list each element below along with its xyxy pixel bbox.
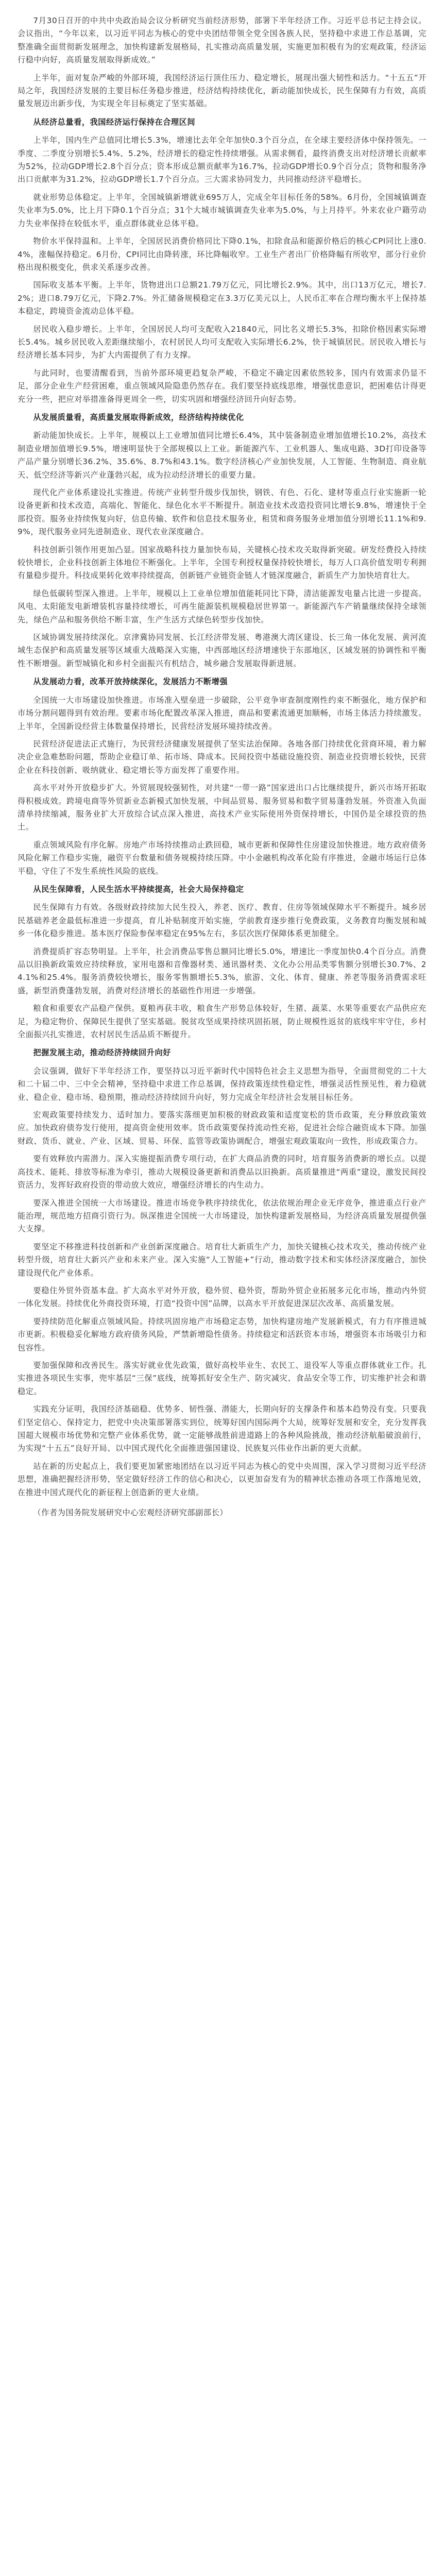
body-paragraph: 居民收入稳步增长。上半年，全国居民人均可支配收入21840元，同比名义增长5.3%，扣除价格因素实际增长5.4%。城乡居民收入差距继续缩小，农村居民人均可支配收入实际增长6.2%，快于城镇居民。居民收入增长与经济增长基本同步，为扩大内需提供了有力支撑。 <box>18 324 426 360</box>
article-body <box>18 14 426 1499</box>
body-paragraph: 就业形势总体稳定。上半年，全国城镇新增就业695万人，完成全年目标任务的58%。6月份，全国城镇调查失业率为5.0%，比上月下降0.1个百分点；31个大城市城镇调查失业率为5.0%，与上月持平。外来农业户籍劳动力失业率保持在较低水平，重点群体就业总体平稳。 <box>18 192 426 228</box>
intro-paragraph: 7月30日召开的中共中央政治局会议分析研究当前经济形势，部署下半年经济工作。习近平总书记主持会议。会议指出，“今年以来，以习近平同志为核心的党中央团结带领全党全国各族人民，坚持稳中求进工作总基调，完整准确全面贯彻新发展理念，加快构建新发展格局，扎实推动高质量发展，实施更加积极有为的宏观政策，经济运行稳中向好，高质量发展取得新成效。” <box>18 16 426 65</box>
body-paragraph: 重点领域风险有序化解。房地产市场持续推动止跌回稳，城市更新和保障性住房建设加快推进。地方政府债务风险化解工作稳步实施，融资平台数量和债务规模持续压降。中小金融机构改革化险有序推进，金融市场运行总体平稳，守住了不发生系统性风险的底线。 <box>18 840 426 876</box>
body-paragraph: 国际收支基本平衡。上半年，货物进出口总额21.79万亿元，同比增长2.9%。其中，出口13万亿元，增长7.2%；进口8.79万亿元，下降2.7%。外汇储备规模稳定在3.3万亿美元以上，人民币汇率在合理均衡水平上保持基本稳定，跨境资金流动总体平稳。 <box>18 280 426 316</box>
body-paragraph: 粮食和重要农产品稳产保供。夏粮再获丰收，粮食生产形势总体较好，生猪、蔬菜、水果等重要农产品供应充足，为稳定物价、保障民生提供了坚实基础。脱贫攻坚成果持续巩固拓展，防止规模性返贫的底线牢牢守住，乡村全面振兴扎实推进，农村居民生活品质不断提升。 <box>18 1004 426 1040</box>
body-paragraph: 科技创新引领作用更加凸显。国家战略科技力量加快布局，关键核心技术攻关取得新突破。研发经费投入持续较快增长，企业科技创新主体地位不断强化。上半年，全国专利授权量保持较快增长，每万人口高价值发明专利拥有量稳步提升。科技成果转化效率持续提高，创新链产业链资金链人才链深度融合，新质生产力加快培育壮大。 <box>18 545 426 581</box>
body-paragraph: 物价水平保持温和。上半年，全国居民消费价格同比下降0.1%，扣除食品和能源价格后的核心CPI同比上涨0.4%，涨幅保持稳定。6月份，CPI同比由降转涨，环比降幅收窄。工业生产者出厂价格降幅有所收窄，部分行业价格出现积极变化，供求关系逐步改善。 <box>18 236 426 272</box>
section-heading: 把握发展主动，推动经济持续回升向好 <box>33 1048 171 1058</box>
body-paragraph: 要持续防范化解重点领域风险。持续巩固房地产市场稳定态势，加快构建房地产发展新模式，有力有序推进城市更新。积极稳妥化解地方政府债务风险，严禁新增隐性债务。持续稳定和活跃资本市场，增强资本市场吸引力和包容性。 <box>18 1316 426 1352</box>
body-paragraph: 要稳住外贸外资基本盘。扩大高水平对外开放，稳外贸、稳外资，帮助外贸企业拓展多元化市场，推动内外贸一体化发展。持续优化外商投资环境，打造“投资中国”品牌，以高水平开放促进深层次改革、高质量发展。 <box>18 1285 426 1309</box>
section-heading: 从民生保障看，人民生活水平持续提高，社会大局保持稳定 <box>33 884 244 894</box>
body-paragraph: 上半年，国内生产总值同比增长5.3%，增速比去年全年加快0.3个百分点，在全球主要经济体中保持领先。一季度、二季度分别增长5.4%、5.2%，经济增长的稳定性持续增强。从需求侧看，最终消费支出对经济增长贡献率为52%，拉动GDP增长2.8个百分点；资本形成总额贡献率为16.7%，拉动GDP增长0.9个百分点；货物和服务净出口贡献率为31.2%，拉动GDP增长1.7个百分点。三大需求协同发力，共同推动经济平稳增长。 <box>18 135 426 184</box>
body-paragraph: 要坚定不移推进科技创新和产业创新深度融合。培育壮大新质生产力，加快关键核心技术攻关，推动传统产业转型升级，培育壮大新兴产业和未来产业。深入实施“人工智能+”行动，推动数字技术和实体经济深度融合，加快建设现代化产业体系。 <box>18 1242 426 1278</box>
intro-paragraph: 上半年，面对复杂严峻的外部环境，我国经济运行顶住压力、稳定增长，展现出强大韧性和活力。“十五五”开局之年，我国经济发展的主要目标任务稳步推进，经济结构持续优化，新动能加快成长，民生保障有力有效，高质量发展迈出新步伐，为实现全年目标奠定了坚实基础。 <box>18 73 426 109</box>
body-paragraph: 要有效释放内需潜力。深入实施提振消费专项行动，在扩大商品消费的同时，培育服务消费新的增长点。以提高技术、能耗、排放等标准为牵引，推动大规模设备更新和消费品以旧换新。高质量推进“两重”建设，激发民间投资活力，发挥好政府投资的带动放大效应，增强经济增长的内生动力。 <box>18 1154 426 1190</box>
body-paragraph: 要深入推进全国统一大市场建设。推进市场竞争秩序持续优化，依法依规治理企业无序竞争，推进重点行业产能治理，规范地方招商引资行为。纵深推进全国统一大市场建设，加快构建新发展格局，为经济高质量发展提供强大支撑。 <box>18 1198 426 1234</box>
section-heading: 从发展动力看，改革开放持续深化，发展活力不断增强 <box>33 677 228 687</box>
body-paragraph: 民生保障有力有效。各级财政持续加大民生投入，养老、医疗、教育、住房等领域保障水平不断提升。城乡居民基础养老金最低标准进一步提高，育儿补贴制度开始实施，学前教育逐步推行免费政策，义务教育均衡发展和城乡一体化稳步推进。基本医疗保险参保率稳定在95%左右，多层次医疗保障体系更加健全。 <box>18 903 426 939</box>
body-paragraph: 会议强调，做好下半年经济工作，要坚持以习近平新时代中国特色社会主义思想为指导，全面贯彻党的二十大和二十届二中、三中全会精神，坚持稳中求进工作总基调，保持政策连续性稳定性，增强灵活性预见性，着力稳就业、稳企业、稳市场、稳预期，推动经济持续回升向好，努力完成全年经济社会发展目标任务。 <box>18 1066 426 1102</box>
body-paragraph: 要加强保障和改善民生。落实好就业优先政策，做好高校毕业生、农民工、退役军人等重点群体就业工作。扎实推进各项民生实事，兜牢基层“三保”底线，统筹抓好安全生产、防灾减灾、食品安全等工作，切实维护社会和谐稳定。 <box>18 1360 426 1396</box>
body-paragraph: 绿色低碳转型深入推进。上半年，规模以上工业单位增加值能耗同比下降，清洁能源发电量占比进一步提高。风电、太阳能发电新增装机容量持续增长，可再生能源装机规模稳居世界第一。新能源汽车产销量继续保持全球领先，绿色产品和服务供给不断丰富，生产生活方式绿色转型步伐加快。 <box>18 588 426 624</box>
section-heading: 从经济总量看，我国经济运行保持在合理区间 <box>33 117 196 127</box>
body-paragraph: 现代化产业体系建设扎实推进。传统产业转型升级步伐加快，钢铁、有色、石化、建材等重点行业实施新一轮设备更新和技术改造，高端化、智能化、绿色化水平不断提升。制造业技术改造投资同比增长9.8%，增速快于全部投资。服务业持续恢复向好，信息传输、软件和信息技术服务业，租赁和商务服务业增加值分别增长11.1%和9.9%，现代服务业同先进制造业、现代农业深度融合。 <box>18 488 426 537</box>
body-paragraph: 实践充分证明，我国经济基础稳、优势多、韧性强、潜能大，长期向好的支撑条件和基本趋势没有变。只要我们坚定信心、保持定力，把党中央决策部署落实到位，统筹好国内国际两个大局，统筹好发展和安全，充分发挥我国超大规模市场优势和完整产业体系优势，就一定能够战胜前进道路上的各种风险挑战，推动经济航船破浪前行，为实现“十五五”良好开局、以中国式现代化全面推进强国建设、民族复兴伟业作出新的更大贡献。 <box>18 1404 426 1453</box>
body-paragraph: 高水平对外开放稳步扩大。外贸展现较强韧性，对共建“一带一路”国家进出口占比继续提升，新兴市场开拓取得积极成效。跨境电商等外贸新业态新模式加快发展，中间品贸易、服务贸易和数字贸易蓬勃发展。外资准入负面清单持续缩减，服务业扩大开放综合试点深入推进，高技术产业实际使用外资保持增长，中国仍是全球投资的热土。 <box>18 783 426 832</box>
author-note: （作者为国务院发展研究中心宏观经济研究部副部长） <box>33 1508 228 1518</box>
body-paragraph: 消费提质扩容态势明显。上半年，社会消费品零售总额同比增长5.0%，增速比一季度加快0.4个百分点。消费品以旧换新政策效应持续释放，家用电器和音像器材类、通讯器材类、文化办公用品类零售额分别增长30.7%、24.1%和25.4%。服务消费较快增长，服务零售额增长5.3%，旅游、文化、体育、健康、养老等服务消费需求旺盛，新型消费蓬勃发展，消费对经济增长的基础性作用进一步增强。 <box>18 946 426 995</box>
body-paragraph: 民营经济促进法正式施行，为民营经济健康发展提供了坚实法治保障。各地各部门持续优化营商环境，着力解决企业急难愁盼问题，帮助企业稳订单、拓市场、降成本。民间投资中基础设施投资、制造业投资增长较快，民营企业在科技创新、吸纳就业、稳定增长等方面发挥了重要作用。 <box>18 739 426 775</box>
body-paragraph: 全国统一大市场建设加快推进。市场准入壁垒进一步破除，公平竞争审查制度刚性约束不断强化，地方保护和市场分割问题得到有效治理。要素市场化配置改革深入推进，商品和要素流通更加顺畅，市场主体活力持续激发。上半年，全国新设经营主体数量保持增长，民营经济发展环境持续改善。 <box>18 695 426 731</box>
section-heading: 从发展质量看，高质量发展取得新成效，经济结构持续优化 <box>33 412 244 422</box>
body-paragraph: 宏观政策要持续发力、适时加力。要落实落细更加积极的财政政策和适度宽松的货币政策，充分释放政策效应。加快政府债券发行使用，提高资金使用效率。货币政策要保持流动性充裕，促进社会综合融资成本下降。加强财政、货币、就业、产业、区域、贸易、环保、监管等政策协调配合，增强宏观政策取向一致性，形成政策合力。 <box>18 1110 426 1146</box>
body-paragraph: 新动能加快成长。上半年，规模以上工业增加值同比增长6.4%，其中装备制造业增加值增长10.2%，高技术制造业增加值增长9.5%，增速明显快于全部规模以上工业。新能源汽车、工业机器人、集成电路、3D打印设备等产品产量分别增长36.2%、35.6%、8.7%和43.1%。数字经济核心产业加快发展，人工智能、生物制造、商业航天、低空经济等新兴产业蓬勃兴起，成为拉动经济增长的重要力量。 <box>18 431 426 480</box>
body-paragraph: 与此同时，也要清醒看到，当前外部环境更趋复杂严峻，不稳定不确定因素依然较多，国内有效需求仍显不足，部分企业生产经营困难，重点领域风险隐患仍然存在。我们要坚持底线思维，增强忧患意识，把困难估计得更充分一些，把应对举措准备得更周全一些，切实巩固和增强经济回升向好态势。 <box>18 368 426 404</box>
body-paragraph: 区域协调发展持续深化。京津冀协同发展、长江经济带发展、粤港澳大湾区建设、长三角一体化发展、黄河流域生态保护和高质量发展等区域重大战略深入实施，中西部地区经济增速快于东部地区，区域发展的协调性和平衡性不断增强。新型城镇化和乡村全面振兴有机结合，城乡融合发展取得新进展。 <box>18 633 426 668</box>
body-paragraph: 站在新的历史起点上，我们要更加紧密地团结在以习近平同志为核心的党中央周围，深入学习贯彻习近平经济思想，准确把握经济形势，坚定做好经济工作的信心和决心，以更加奋发有为的精神状态推动各项工作落地见效，在推进中国式现代化的新征程上创造新的更大业绩。 <box>18 1461 426 1497</box>
